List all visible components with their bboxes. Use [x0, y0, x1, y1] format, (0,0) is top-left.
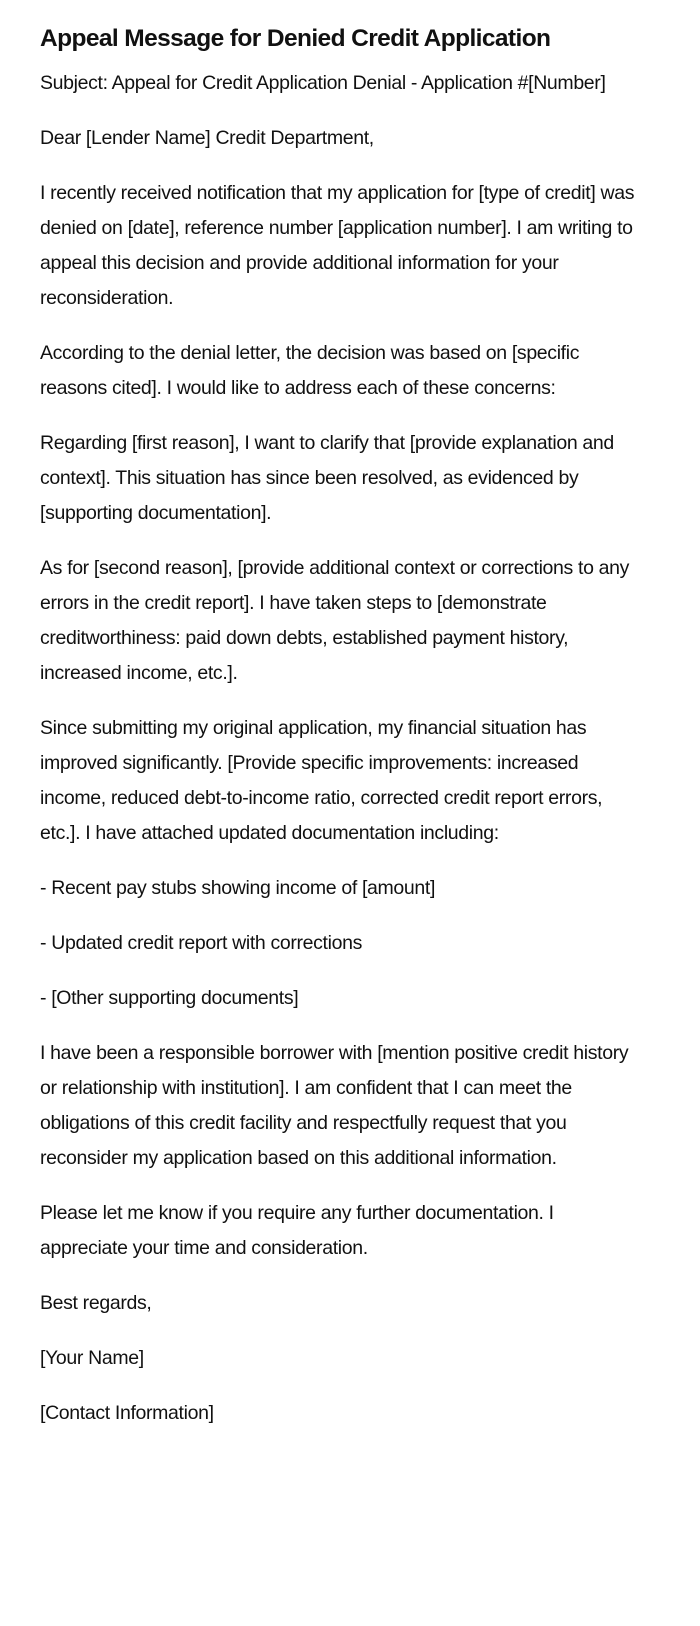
- document: [40, 22, 640, 1451]
- body-paragraph: According to the denial letter, the decision was based on [specific reasons cited]. I would like to address each of these concerns:: [40, 342, 580, 399]
- signature-name: [Your Name]: [40, 1347, 144, 1369]
- closing: Best regards,: [40, 1292, 152, 1314]
- body-paragraph: I have been a responsible borrower with [mention positive credit history or relationship with institution]. I am confident that I can meet the obligations of this credit facility and respectfully request that you reconsider my application based on this additional information.: [40, 1042, 629, 1169]
- document-title: Appeal Message for Denied Credit Application: [40, 25, 551, 52]
- body-paragraph: Regarding [first reason], I want to clarify that [provide explanation and context]. This situation has since been resolved, as evidenced by [supporting documentation].: [40, 432, 614, 524]
- body-paragraph: Please let me know if you require any further documentation. I appreciate your time and consideration.: [40, 1202, 554, 1259]
- salutation: Dear [Lender Name] Credit Department,: [40, 127, 374, 149]
- body-paragraph: Since submitting my original application, my financial situation has improved significantly. [Provide specific improvements: increased income, reduced debt-to-income ratio, corrected credit report errors, etc.]. I have attached updated documentation including:: [40, 717, 603, 844]
- list-item: - Recent pay stubs showing income of [amount]: [40, 877, 436, 899]
- signature-contact: [Contact Information]: [40, 1402, 214, 1424]
- list-item: - Updated credit report with corrections: [40, 932, 362, 954]
- body-paragraph: As for [second reason], [provide additional context or corrections to any errors in the credit report]. I have taken steps to [demonstrate creditworthiness: paid down debts, established payment history, increased income, etc.].: [40, 557, 630, 684]
- subject-line: Subject: Appeal for Credit Application Denial - Application #[Number]: [40, 72, 606, 94]
- body-paragraph: I recently received notification that my application for [type of credit] was denied on [date], reference number [application number]. I am writing to appeal this decision and provide additional information for your reconsideration.: [40, 182, 635, 309]
- list-item: - [Other supporting documents]: [40, 987, 299, 1009]
